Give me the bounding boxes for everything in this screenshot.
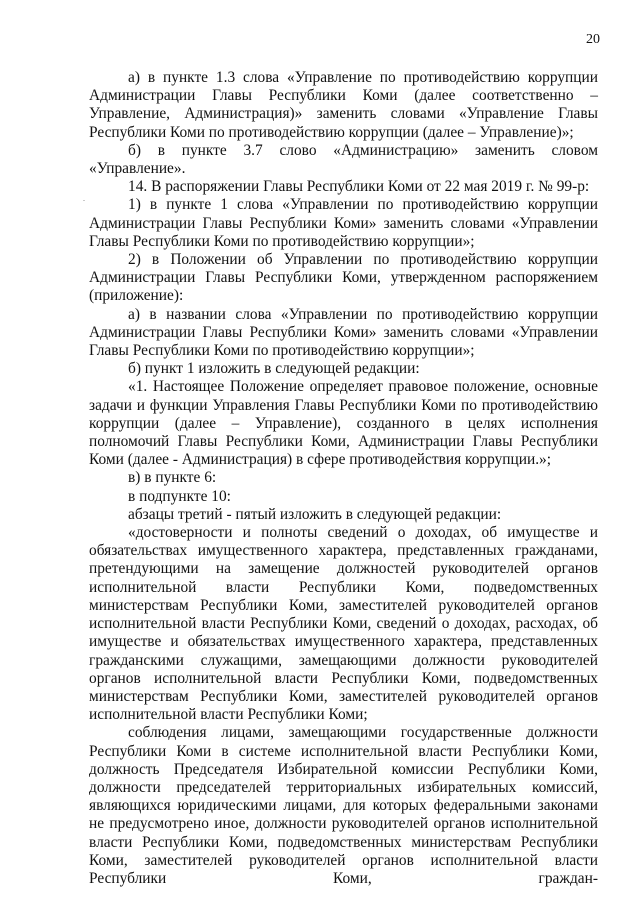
paragraph-4: 1) в пункте 1 слова «Управлении по противодействию коррупции Администрации Главы Республики Коми» заменить словами «Управлении Главы Республики Коми по противодействию коррупции»; [89, 196, 598, 250]
paragraph-12: «достоверности и полноты сведений о доходах, об имуществе и обязательствах имущественного характера, представленных гражданами, претендующими на замещение должностей руководителей органов исполнительной власти Республики Коми, подведомственных министерствам Республики Коми, заместителей руководителей органов исполнительной власти Республики Коми, сведений о доходах, расходах, об имуществе и обязательствах имущественного характера, представленных гражданскими служащими, замещающими должности руководителей органов исполнительной власти Республики Коми, подведомственных министерствам Республики Коми, заместителей руководителей органов исполнительной власти Республики Коми; [89, 524, 598, 724]
paragraph-3: 14. В распоряжении Главы Республики Коми от 22 мая 2019 г. № 99-р: [128, 178, 590, 196]
paragraph-7: б) пункт 1 изложить в следующей редакции: [128, 360, 420, 378]
paragraph-10: в подпункте 10: [128, 487, 231, 505]
paragraph-6: а) в названии слова «Управлении по противодействию коррупции Администрации Главы Республики Коми» заменить словами «Управлении Главы Республики Коми по противодействию коррупции»; [89, 305, 598, 360]
paragraph-11: абзацы третий - пятый изложить в следующей редакции: [128, 505, 502, 523]
page-number: 20 [586, 32, 600, 47]
paragraph-9: в) в пункте 6: [128, 469, 217, 487]
paragraph-1: а) в пункте 1.3 слова «Управление по противодействию коррупции Администрации Главы Республики Коми (далее соответственно – Управление, Администрация)» заменить словами «Управление Главы Республики Коми по противодействию коррупции (далее – Управление)»; [89, 69, 598, 141]
paragraph-2: б) в пункте 3.7 слово «Администрацию» заменить словом «Управление». [89, 141, 598, 178]
paragraph-8: «1. Настоящее Положение определяет правовое положение, основные задачи и функции Управления Главы Республики Коми по противодействию коррупции (далее – Управление), созданного в целях исполнения полномочий Главы Республики Коми, Администрации Главы Республики Коми (далее - Администрация) в сфере противодействия коррупции.»; [89, 378, 598, 469]
scan-mark: . [83, 194, 85, 203]
paragraph-13: соблюдения лицами, замещающими государственные должности Республики Коми в системе исполнительной власти Республики Коми, должность Председателя Избирательной комиссии Республики Коми, должности председателей территориальных избирательных комиссий, являющихся юридическими лицами, для которых федеральными законами не предусмотрено иное, должности руководителей органов исполнительной власти Республики Коми, подведомственных министерствам Республики Коми, заместителей руководителей органов исполнительной власти Республики Коми, граждан- [89, 724, 598, 887]
paragraph-5: 2) в Положении об Управлении по противодействию коррупции Администрации Главы Республики Коми, утвержденном распоряжением (приложение): [89, 251, 598, 305]
document-body [89, 69, 598, 888]
